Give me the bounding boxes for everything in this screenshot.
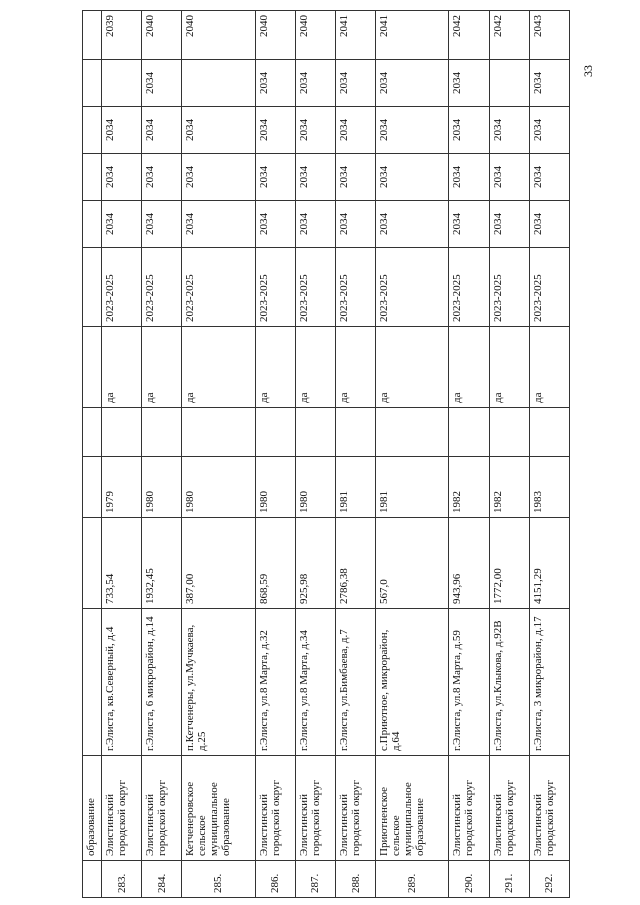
area-cell: 1772,00 [489, 518, 529, 609]
end-year-cell: 2042 [449, 11, 489, 60]
year-cell: 1980 [142, 457, 182, 518]
address-cell: г.Элиста, ул.Клыкова, д.92В [489, 609, 529, 756]
flag-cell: да [295, 327, 335, 408]
blank-cell [182, 408, 255, 457]
area-cell: 387,00 [182, 518, 255, 609]
row-number: 287. [295, 861, 335, 898]
plan-year-cell: 2034 [295, 154, 335, 201]
blank-cell [335, 408, 375, 457]
plan-year-cell: 2034 [182, 201, 255, 248]
area-cell: 733,54 [102, 518, 142, 609]
plan-year-cell: 2034 [529, 201, 569, 248]
table-row [449, 11, 489, 898]
address-cell: с.Приютное, микрорайон, д.64 [376, 609, 449, 756]
table-row [489, 11, 529, 898]
plan-year-cell: 2034 [489, 201, 529, 248]
header-cell [83, 327, 102, 408]
plan-year-cell: 2034 [529, 154, 569, 201]
year-cell: 1983 [529, 457, 569, 518]
blank-cell [142, 408, 182, 457]
plan-year-cell [489, 60, 529, 107]
row-number: 292. [529, 861, 569, 898]
owner-cell: Элистинский городской округ [489, 756, 529, 861]
housing-table [82, 10, 570, 898]
period-cell: 2023-2025 [255, 248, 295, 327]
end-year-cell: 2040 [295, 11, 335, 60]
address-cell: г.Элиста, 3 микрорайон, д.17 [529, 609, 569, 756]
year-cell: 1980 [255, 457, 295, 518]
plan-year-cell: 2034 [335, 107, 375, 154]
plan-year-cell: 2034 [295, 107, 335, 154]
owner-cell: Элистинский городской округ [102, 756, 142, 861]
owner-cell: Элистинский городской округ [255, 756, 295, 861]
year-cell: 1982 [449, 457, 489, 518]
table-row [376, 11, 449, 898]
plan-year-cell: 2034 [182, 154, 255, 201]
header-cell [83, 518, 102, 609]
address-cell: г.Элиста, кв.Северный, д.4 [102, 609, 142, 756]
plan-year-cell: 2034 [449, 201, 489, 248]
area-cell: 2786,38 [335, 518, 375, 609]
blank-cell [255, 408, 295, 457]
year-cell: 1982 [489, 457, 529, 518]
owner-cell: Элистинский городской округ [529, 756, 569, 861]
plan-year-cell: 2034 [142, 154, 182, 201]
plan-year-cell: 2034 [142, 107, 182, 154]
header-cell [83, 609, 102, 756]
end-year-cell: 2041 [376, 11, 449, 60]
header-owner-cell: образование [83, 756, 102, 861]
period-cell: 2023-2025 [335, 248, 375, 327]
header-row [83, 11, 102, 898]
address-cell: г.Элиста, ул.8 Марта, д.32 [255, 609, 295, 756]
address-cell: г.Элиста, 6 микрорайон, д.14 [142, 609, 182, 756]
plan-year-cell: 2034 [376, 107, 449, 154]
plan-year-cell: 2034 [376, 154, 449, 201]
row-number: 283. [102, 861, 142, 898]
plan-year-cell: 2034 [376, 60, 449, 107]
flag-cell: да [335, 327, 375, 408]
year-cell: 1981 [335, 457, 375, 518]
plan-year-cell: 2034 [102, 107, 142, 154]
plan-year-cell: 2034 [295, 60, 335, 107]
area-cell: 567,0 [376, 518, 449, 609]
header-cell [83, 248, 102, 327]
flag-cell: да [255, 327, 295, 408]
blank-cell [376, 408, 449, 457]
period-cell: 2023-2025 [102, 248, 142, 327]
header-cell [83, 408, 102, 457]
area-cell: 868,59 [255, 518, 295, 609]
plan-year-cell: 2034 [295, 201, 335, 248]
end-year-cell: 2040 [182, 11, 255, 60]
plan-year-cell: 2034 [255, 201, 295, 248]
end-year-cell: 2039 [102, 11, 142, 60]
flag-cell: да [449, 327, 489, 408]
plan-year-cell [182, 60, 255, 107]
header-cell [83, 107, 102, 154]
period-cell: 2023-2025 [529, 248, 569, 327]
plan-year-cell: 2034 [102, 154, 142, 201]
period-cell: 2023-2025 [182, 248, 255, 327]
area-cell: 925,98 [295, 518, 335, 609]
period-cell: 2023-2025 [449, 248, 489, 327]
header-cell [83, 457, 102, 518]
plan-year-cell: 2034 [529, 107, 569, 154]
address-cell: г.Элиста, ул.8 Марта, д.59 [449, 609, 489, 756]
end-year-cell: 2041 [335, 11, 375, 60]
address-cell: г.Элиста, ул.8 Марта, д.34 [295, 609, 335, 756]
plan-year-cell: 2034 [335, 60, 375, 107]
end-year-cell: 2042 [489, 11, 529, 60]
address-cell: г.Элиста, ул.Бимбаева, д.7 [335, 609, 375, 756]
plan-year-cell: 2034 [102, 201, 142, 248]
row-number: 291. [489, 861, 529, 898]
flag-cell: да [182, 327, 255, 408]
plan-year-cell: 2034 [335, 201, 375, 248]
address-cell: п.Кетченеры, ул.Мучкаева, д.25 [182, 609, 255, 756]
plan-year-cell: 2034 [335, 154, 375, 201]
plan-year-cell: 2034 [489, 154, 529, 201]
table-row [529, 11, 569, 898]
plan-year-cell: 2034 [489, 107, 529, 154]
blank-cell [449, 408, 489, 457]
blank-cell [102, 408, 142, 457]
header-cell [83, 861, 102, 898]
plan-year-cell: 2034 [449, 154, 489, 201]
year-cell: 1980 [295, 457, 335, 518]
rotated-table-wrapper [82, 15, 570, 898]
owner-cell: Элистинский городской округ [142, 756, 182, 861]
area-cell: 4151,29 [529, 518, 569, 609]
row-number: 288. [335, 861, 375, 898]
owner-cell: Элистинский городской округ [449, 756, 489, 861]
header-cell [83, 60, 102, 107]
period-cell: 2023-2025 [142, 248, 182, 327]
plan-year-cell: 2034 [142, 60, 182, 107]
table-row [255, 11, 295, 898]
flag-cell: да [489, 327, 529, 408]
blank-cell [489, 408, 529, 457]
row-number: 290. [449, 861, 489, 898]
plan-year-cell: 2034 [182, 107, 255, 154]
plan-year-cell: 2034 [255, 60, 295, 107]
plan-year-cell: 2034 [255, 107, 295, 154]
blank-cell [529, 408, 569, 457]
table-row [295, 11, 335, 898]
header-cell [83, 11, 102, 60]
table-row [182, 11, 255, 898]
owner-cell: Кетченеровское сельское муниципальное образование [182, 756, 255, 861]
area-cell: 1932,45 [142, 518, 182, 609]
flag-cell: да [376, 327, 449, 408]
owner-cell: Элистинский городской округ [335, 756, 375, 861]
flag-cell: да [142, 327, 182, 408]
end-year-cell: 2040 [255, 11, 295, 60]
row-number: 289. [376, 861, 449, 898]
plan-year-cell: 2034 [529, 60, 569, 107]
end-year-cell: 2043 [529, 11, 569, 60]
row-number: 284. [142, 861, 182, 898]
page-number: 33 [581, 65, 595, 77]
period-cell: 2023-2025 [295, 248, 335, 327]
owner-cell: Приютненское сельское муниципальное образование [376, 756, 449, 861]
header-cell [83, 154, 102, 201]
flag-cell: да [102, 327, 142, 408]
row-number: 286. [255, 861, 295, 898]
table-row [142, 11, 182, 898]
flag-cell: да [529, 327, 569, 408]
plan-year-cell: 2034 [449, 107, 489, 154]
table-row [335, 11, 375, 898]
period-cell: 2023-2025 [376, 248, 449, 327]
plan-year-cell [102, 60, 142, 107]
table-row [102, 11, 142, 898]
plan-year-cell: 2034 [376, 201, 449, 248]
plan-year-cell: 2034 [255, 154, 295, 201]
area-cell: 943,96 [449, 518, 489, 609]
year-cell: 1981 [376, 457, 449, 518]
plan-year-cell: 2034 [142, 201, 182, 248]
year-cell: 1979 [102, 457, 142, 518]
header-cell [83, 201, 102, 248]
row-number: 285. [182, 861, 255, 898]
year-cell: 1980 [182, 457, 255, 518]
end-year-cell: 2040 [142, 11, 182, 60]
owner-cell: Элистинский городской округ [295, 756, 335, 861]
blank-cell [295, 408, 335, 457]
period-cell: 2023-2025 [489, 248, 529, 327]
plan-year-cell: 2034 [449, 60, 489, 107]
